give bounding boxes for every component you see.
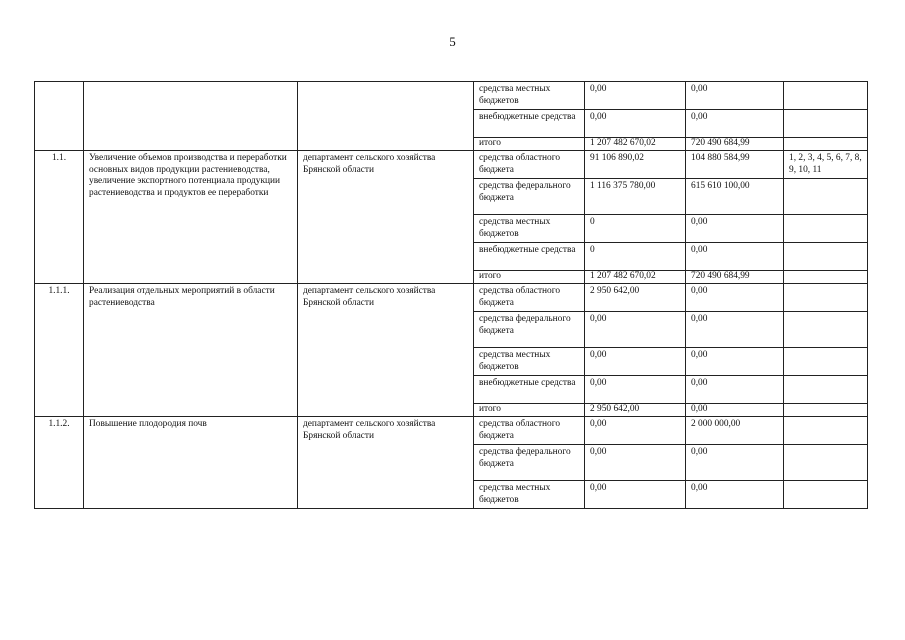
cell-value-2: 0,00: [686, 110, 784, 138]
cell-value-1: 2 950 642,00: [585, 404, 686, 417]
cell-name: Повышение плодородия почв: [84, 417, 298, 509]
cell-targets: [784, 417, 868, 445]
cell-value-2: 615 610 100,00: [686, 179, 784, 215]
cell-source: средства федерального бюджета: [474, 445, 585, 481]
cell-value-2: 720 490 684,99: [686, 271, 784, 284]
cell-value-1: 2 950 642,00: [585, 284, 686, 312]
cell-targets: [784, 312, 868, 348]
cell-value-2: 0,00: [686, 215, 784, 243]
cell-name: Увеличение объемов производства и переработки основных видов продукции растениеводства, увеличение экспортного потенциала продукции растениеводства и продуктов ее переработки: [84, 151, 298, 284]
cell-targets: [784, 138, 868, 151]
cell-value-1: 91 106 890,02: [585, 151, 686, 179]
cell-executor: департамент сельского хозяйства Брянской области: [298, 151, 474, 284]
cell-num: 1.1.1.: [35, 284, 84, 417]
cell-value-1: 0,00: [585, 376, 686, 404]
cell-value-2: 104 880 584,99: [686, 151, 784, 179]
cell-source: средства местных бюджетов: [474, 215, 585, 243]
cell-value-2: 0,00: [686, 284, 784, 312]
cell-value-2: 0,00: [686, 445, 784, 481]
cell-targets: [784, 404, 868, 417]
cell-source: средства областного бюджета: [474, 417, 585, 445]
cell-source: внебюджетные средства: [474, 243, 585, 271]
cell-value-2: 0,00: [686, 243, 784, 271]
cell-targets: [784, 243, 868, 271]
cell-value-2: 0,00: [686, 348, 784, 376]
cell-value-2: 0,00: [686, 312, 784, 348]
cell-source: итого: [474, 271, 585, 284]
cell-value-1: 0,00: [585, 445, 686, 481]
cell-targets: [784, 376, 868, 404]
page-number: 5: [449, 34, 456, 49]
table-row: [35, 151, 868, 179]
cell-num: [35, 82, 84, 151]
cell-source: средства местных бюджетов: [474, 82, 585, 110]
cell-targets: [784, 284, 868, 312]
cell-source: средства федерального бюджета: [474, 179, 585, 215]
cell-targets: [784, 348, 868, 376]
cell-value-1: 0,00: [585, 110, 686, 138]
cell-value-1: 0,00: [585, 82, 686, 110]
cell-num: 1.1.2.: [35, 417, 84, 509]
cell-targets: [784, 82, 868, 110]
cell-num: 1.1.: [35, 151, 84, 284]
cell-value-2: 0,00: [686, 481, 784, 509]
cell-source: итого: [474, 404, 585, 417]
cell-targets: [784, 481, 868, 509]
cell-executor: департамент сельского хозяйства Брянской области: [298, 284, 474, 417]
cell-value-2: 0,00: [686, 82, 784, 110]
cell-value-2: 2 000 000,00: [686, 417, 784, 445]
cell-value-1: 0,00: [585, 417, 686, 445]
cell-source: итого: [474, 138, 585, 151]
cell-value-1: 0: [585, 243, 686, 271]
cell-name: [84, 82, 298, 151]
cell-value-1: 1 207 482 670,02: [585, 138, 686, 151]
table-row: [35, 82, 868, 110]
cell-targets: [784, 110, 868, 138]
cell-targets: [784, 215, 868, 243]
cell-source: средства областного бюджета: [474, 284, 585, 312]
cell-source: средства местных бюджетов: [474, 481, 585, 509]
cell-source: внебюджетные средства: [474, 110, 585, 138]
cell-targets: [784, 445, 868, 481]
cell-value-1: 1 207 482 670,02: [585, 271, 686, 284]
cell-value-1: 0,00: [585, 481, 686, 509]
cell-value-1: 1 116 375 780,00: [585, 179, 686, 215]
budget-table: [34, 81, 868, 509]
cell-value-2: 720 490 684,99: [686, 138, 784, 151]
cell-source: внебюджетные средства: [474, 376, 585, 404]
cell-value-2: 0,00: [686, 376, 784, 404]
cell-targets: [784, 179, 868, 215]
cell-targets: [784, 271, 868, 284]
cell-source: средства федерального бюджета: [474, 312, 585, 348]
table-row: [35, 417, 868, 445]
table-row: [35, 284, 868, 312]
cell-source: средства местных бюджетов: [474, 348, 585, 376]
cell-value-1: 0,00: [585, 348, 686, 376]
cell-value-1: 0: [585, 215, 686, 243]
cell-value-2: 0,00: [686, 404, 784, 417]
cell-name: Реализация отдельных мероприятий в области растениеводства: [84, 284, 298, 417]
cell-source: средства областного бюджета: [474, 151, 585, 179]
cell-targets: 1, 2, 3, 4, 5, 6, 7, 8, 9, 10, 11: [784, 151, 868, 179]
cell-value-1: 0,00: [585, 312, 686, 348]
cell-executor: [298, 82, 474, 151]
cell-executor: департамент сельского хозяйства Брянской области: [298, 417, 474, 509]
